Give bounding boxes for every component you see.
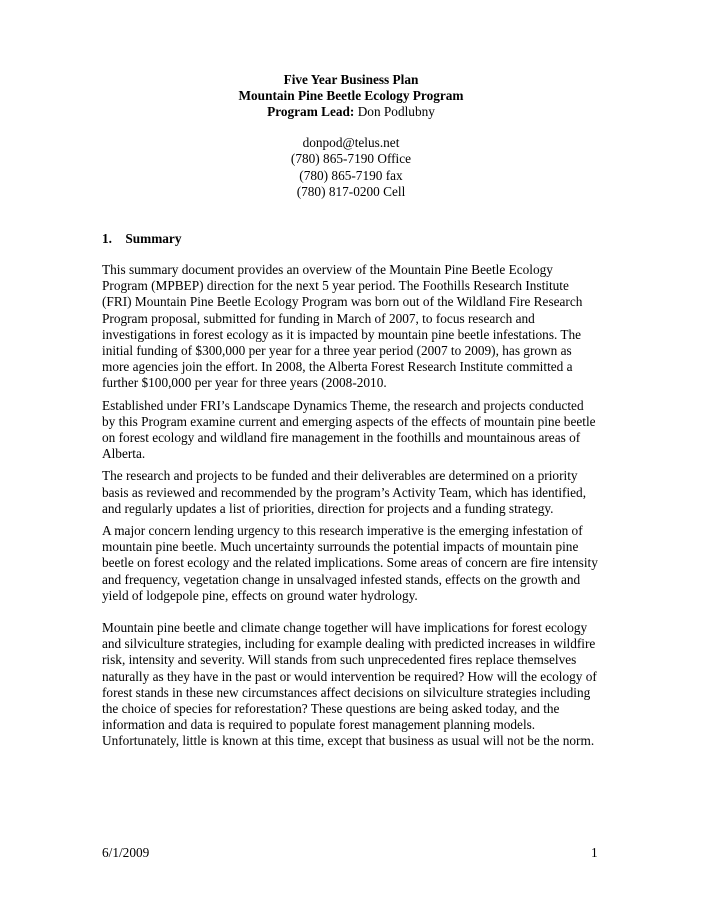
paragraph: The research and projects to be funded and their deliverables are determined on a priority basis as reviewed and recommended by the program’s Activity Team, which has identified, and regularly updates a list of priorities, direction for projects and a funding strategy. bbox=[102, 468, 587, 516]
program-lead-label: Program Lead: bbox=[267, 104, 355, 119]
program-lead-line bbox=[0, 104, 702, 120]
summary-body bbox=[102, 262, 600, 756]
paragraph: A major concern lending urgency to this research imperative is the emerging infestation of mountain pine beetle. Much uncertainty surrounds the potential impacts of mountain pine beetle on forest ecology and the related implications. Some areas of concern are fire intensity and frequency, vegetation change in unsalvaged infested stands, effects on the growth and yield of lodgepole pine, effects on ground water hydrology. bbox=[102, 523, 598, 603]
contact-fax: (780) 865-7190 fax bbox=[299, 167, 403, 183]
contact-block bbox=[0, 135, 702, 200]
paragraph: Mountain pine beetle and climate change together will have implications for forest ecology and silviculture strategies, including for example dealing with predicted increases in wildfire risk, intensity and severity. Will stands from such unprecedented fires replace themselves naturally as they have in the past or would intervention be required? How will the ecology of forest stands in these new circumstances affect decisions on silviculture strategies including the choice of species for reforestation? These questions are being asked today, and the information and data is required to populate forest management planning models. Unfortunately, little is known at this time, except that business as usual will not be the norm. bbox=[102, 620, 597, 749]
section-number: 1. bbox=[102, 231, 112, 246]
paragraph: This summary document provides an overview of the Mountain Pine Beetle Ecology Program (MPBEP) direction for the next 5 year period. The Foothills Research Institute (FRI) Mountain Pine Beetle Ecology Program was born out of the Wildland Fire Research Program proposal, submitted for funding in March of 2007, to focus research and investigations in forest ecology as it is impacted by mountain pine beetle infestations. The initial funding of $300,000 per year for a three year period (2007 to 2009), has grown as more agencies join the effort. In 2008, the Alberta Forest Research Institute committed a further $100,000 per year for three years (2008-2010. bbox=[102, 262, 583, 391]
program-lead-name: Don Podlubny bbox=[357, 104, 435, 119]
document-header bbox=[0, 72, 702, 120]
page-number: 1 bbox=[591, 845, 598, 860]
contact-cell-phone: (780) 817-0200 Cell bbox=[296, 183, 406, 199]
footer-date: 6/1/2009 bbox=[102, 845, 150, 860]
contact-office-phone: (780) 865-7190 Office bbox=[290, 151, 412, 167]
contact-email: donpod@telus.net bbox=[302, 135, 400, 150]
section-heading bbox=[102, 231, 181, 247]
program-name: Mountain Pine Beetle Ecology Program bbox=[238, 88, 464, 103]
section-title: Summary bbox=[125, 231, 182, 246]
paragraph: Established under FRI’s Landscape Dynamics Theme, the research and projects conducted by this Program examine current and emerging aspects of the effects of mountain pine beetle on forest ecology and wildland fire management in the foothills and mountainous areas of Alberta. bbox=[102, 397, 596, 462]
document-title: Five Year Business Plan bbox=[283, 72, 419, 87]
